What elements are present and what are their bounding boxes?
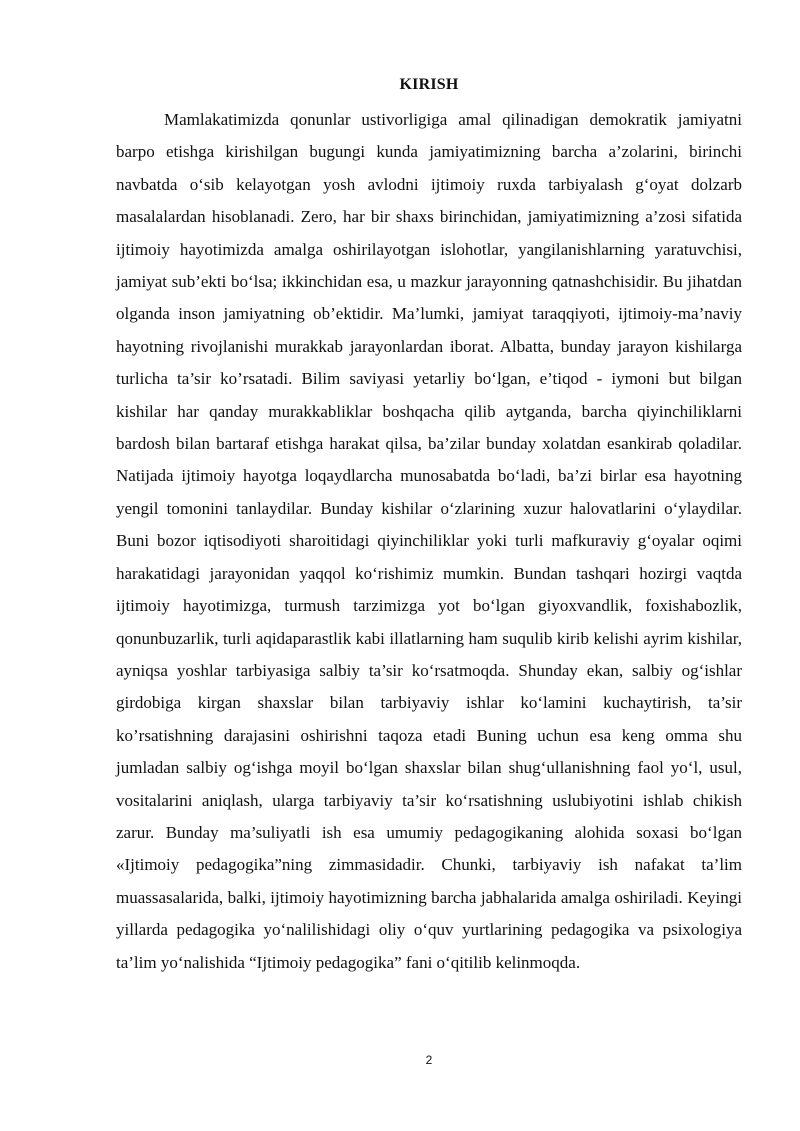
section-title: KIRISH: [399, 76, 459, 93]
page-number: 2: [425, 1053, 433, 1067]
body-paragraph: Mamlakatimizda qonunlar ustivorligiga amal qilinadigan demokratik jamiyatni barpo etishga kirishilgan bugungi kunda jamiyatimizning barcha a’zolarini, birinchi navbatda o‘sib kelayotgan yosh avlodni ijtimoiy ruxda tarbiyalash g‘oyat dolzarb masalalardan hisoblanadi. Zero, har bir shaxs birinchidan, jamiyatimizning a’zosi sifatida ijtimoiy hayotimizda amalga oshirilayotgan islohotlar, yangilanishlarning yaratuvchisi, jamiyat sub’ekti bo‘lsa; ikkinchidan esa, u mazkur jarayonning qatnashchisidir. Bu jihatdan olganda inson jamiyatning ob’ektidir. Ma’lumki, jamiyat taraqqiyoti, ijtimoiy-ma’naviy hayotning rivojlanishi murakkab jarayonlardan iborat. Albatta, bunday jarayon kishilarga turlicha ta’sir ko’rsatadi. Bilim saviyasi yetarliy bo‘lgan, e’tiqod - iymoni but bilgan kishilar har qanday murakkabliklar boshqacha qilib aytganda, barcha qiyinchiliklarni bardosh bilan bartaraf etishga harakat qilsa, ba’zilar bunday xolatdan esankirab qoladilar. Natijada ijtimoiy hayotga loqaydlarcha munosabatda bo‘ladi, ba’zi birlar esa hayotning yengil tomonini tanlaydilar. Bunday kishilar o‘zlarining xuzur halovatlarini o‘ylaydilar. Buni bozor iqtisodiyoti sharoitidagi qiyinchiliklar yoki turli mafkuraviy g‘oyalar oqimi harakatidagi jarayonidan yaqqol ko‘rishimiz mumkin. Bundan tashqari hozirgi vaqtda ijtimoiy hayotimizga, turmush tarzimizga yot bo‘lgan giyoxvandlik, foxishabozlik, qonunbuzarlik, turli aqidaparastlik kabi illatlarning ham suqulib kirib kelishi ayrim kishilar, ayniqsa yoshlar tarbiyasiga salbiy ta’sir ko‘rsatmoqda. Shunday ekan, salbiy og‘ishlar girdobiga kirgan shaxslar bilan tarbiyaviy ishlar ko‘lamini kuchaytirish, ta’sir ko’rsatishning darajasini oshirishni taqoza etadi Buning uchun esa keng omma shu jumladan salbiy og‘ishga moyil bo‘lgan shaxslar bilan shug‘ullanishning faol yo‘l, usul, vositalarini aniqlash, ularga tarbiyaviy ta’sir ko‘rsatishning uslubiyotini ishlab chikish zarur. Bunday ma’suliyatli ish esa umumiy pedagogikaning alohida soxasi bo‘lgan «Ijtimoiy pedagogika”ning zimmasidadir. Chunki, tarbiyaviy ish nafakat ta’lim muassasalarida, balki, ijtimoiy hayotimizning barcha jabhalarida amalga oshiriladi. Keyingi yillarda pedagogika yo‘nalilishidagi oliy o‘quv yurtlarining pedagogika va psixologiya ta’lim yo‘nalishida “Ijtimoiy pedagogika” fani o‘qitilib kelinmoqda.: [116, 110, 742, 972]
